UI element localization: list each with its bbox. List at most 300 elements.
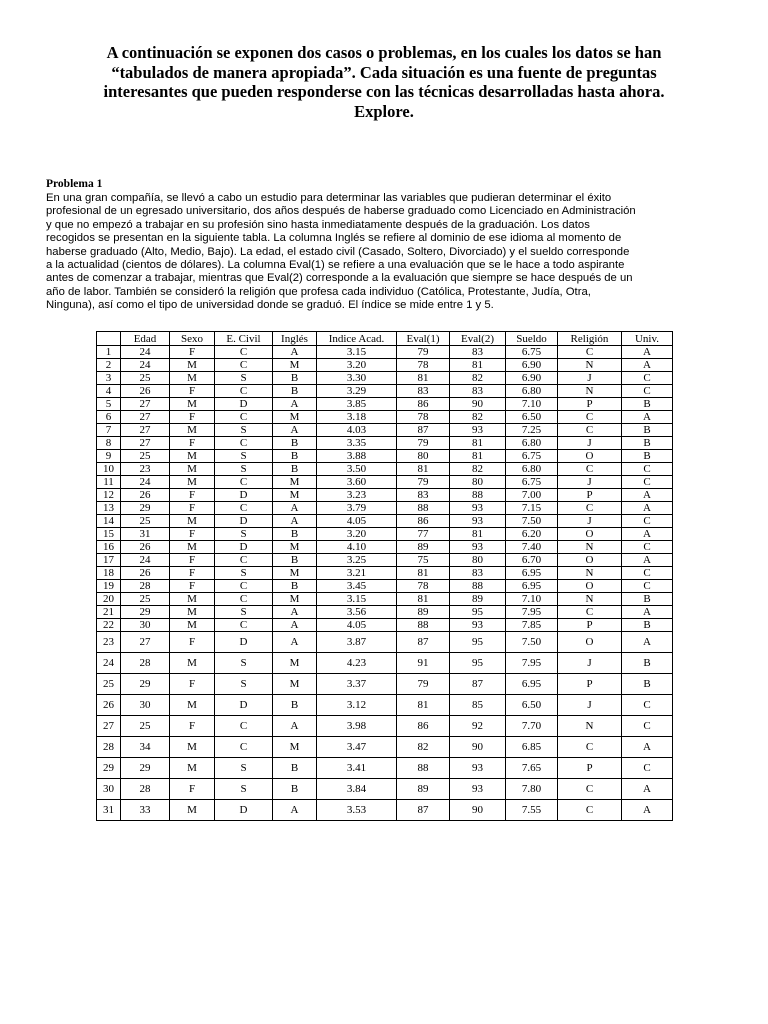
table-cell-index: 3 xyxy=(97,372,121,385)
table-cell-e-civil: S xyxy=(215,674,273,695)
table-cell-ingles: A xyxy=(273,800,317,821)
table-cell-univ: A xyxy=(622,606,673,619)
table-cell-e-civil: S xyxy=(215,424,273,437)
table-cell-religion: P xyxy=(558,674,622,695)
table-cell-eval1: 82 xyxy=(397,737,450,758)
table-cell-eval2: 93 xyxy=(450,515,506,528)
table-cell-ingles: B xyxy=(273,450,317,463)
table-cell-religion: N xyxy=(558,716,622,737)
table-row xyxy=(97,437,673,450)
table-cell-edad: 24 xyxy=(121,346,170,359)
table-cell-univ: C xyxy=(622,372,673,385)
table-cell-e-civil: S xyxy=(215,606,273,619)
table-cell-univ: C xyxy=(622,463,673,476)
data-table xyxy=(96,331,673,821)
table-cell-edad: 24 xyxy=(121,476,170,489)
table-cell-eval1: 88 xyxy=(397,758,450,779)
table-cell-sueldo: 6.20 xyxy=(506,528,558,541)
table-cell-eval1: 87 xyxy=(397,800,450,821)
table-cell-eval2: 93 xyxy=(450,758,506,779)
column-header-eval2: Eval(2) xyxy=(450,332,506,346)
table-cell-ingles: M xyxy=(273,674,317,695)
table-cell-indice-acad: 4.05 xyxy=(317,619,397,632)
table-cell-index: 7 xyxy=(97,424,121,437)
table-cell-religion: P xyxy=(558,619,622,632)
table-cell-edad: 25 xyxy=(121,372,170,385)
table-cell-sueldo: 6.80 xyxy=(506,385,558,398)
table-row xyxy=(97,411,673,424)
table-cell-univ: A xyxy=(622,502,673,515)
table-cell-eval2: 93 xyxy=(450,502,506,515)
table-cell-eval2: 88 xyxy=(450,489,506,502)
table-cell-edad: 31 xyxy=(121,528,170,541)
table-cell-eval2: 93 xyxy=(450,619,506,632)
table-row xyxy=(97,463,673,476)
table-cell-sueldo: 7.50 xyxy=(506,632,558,653)
table-cell-religion: O xyxy=(558,450,622,463)
problem-line: haberse graduado (Alto, Medio, Bajo). La edad, el estado civil (Casado, Soltero, Divorciado) y el sueldo corresponde xyxy=(46,245,630,258)
table-cell-sexo: F xyxy=(170,580,215,593)
table-cell-index: 18 xyxy=(97,567,121,580)
table-cell-sueldo: 7.40 xyxy=(506,541,558,554)
problem-line: año de labor. También se consideró la religión que profesa cada individuo (Católica, Protestante, Judía, Otra, xyxy=(46,285,591,298)
problem-line: antes de comenzar a trabajar, mientras que Eval(2) corresponde a la evaluación que siempre se hace después de un xyxy=(46,272,633,285)
table-cell-religion: N xyxy=(558,359,622,372)
table-cell-sexo: M xyxy=(170,653,215,674)
table-cell-index: 4 xyxy=(97,385,121,398)
table-cell-religion: C xyxy=(558,346,622,359)
table-cell-ingles: B xyxy=(273,528,317,541)
table-cell-religion: J xyxy=(558,372,622,385)
table-cell-indice-acad: 3.15 xyxy=(317,593,397,606)
table-cell-sueldo: 6.95 xyxy=(506,580,558,593)
table-cell-e-civil: S xyxy=(215,567,273,580)
column-header-univ: Univ. xyxy=(622,332,673,346)
table-cell-ingles: A xyxy=(273,716,317,737)
table-cell-eval1: 81 xyxy=(397,463,450,476)
table-cell-ingles: B xyxy=(273,372,317,385)
table-cell-indice-acad: 4.03 xyxy=(317,424,397,437)
table-cell-sueldo: 7.00 xyxy=(506,489,558,502)
table-cell-index: 31 xyxy=(97,800,121,821)
table-cell-indice-acad: 4.05 xyxy=(317,515,397,528)
problem-description xyxy=(46,192,722,313)
table-cell-ingles: M xyxy=(273,411,317,424)
column-header-sueldo: Sueldo xyxy=(506,332,558,346)
table-cell-religion: C xyxy=(558,411,622,424)
table-row xyxy=(97,716,673,737)
table-cell-indice-acad: 3.29 xyxy=(317,385,397,398)
table-cell-index: 30 xyxy=(97,779,121,800)
table-cell-univ: A xyxy=(622,489,673,502)
table-cell-sexo: M xyxy=(170,515,215,528)
column-header-eval1: Eval(1) xyxy=(397,332,450,346)
table-cell-e-civil: S xyxy=(215,463,273,476)
table-cell-eval1: 81 xyxy=(397,593,450,606)
table-cell-edad: 27 xyxy=(121,424,170,437)
table-cell-sueldo: 6.80 xyxy=(506,437,558,450)
table-cell-e-civil: C xyxy=(215,580,273,593)
table-cell-religion: C xyxy=(558,606,622,619)
table-cell-univ: B xyxy=(622,593,673,606)
table-cell-sueldo: 6.80 xyxy=(506,463,558,476)
table-cell-sexo: M xyxy=(170,476,215,489)
table-cell-sueldo: 6.70 xyxy=(506,554,558,567)
table-cell-indice-acad: 3.45 xyxy=(317,580,397,593)
table-cell-eval2: 82 xyxy=(450,372,506,385)
table-cell-e-civil: C xyxy=(215,476,273,489)
table-cell-index: 8 xyxy=(97,437,121,450)
table-cell-eval2: 81 xyxy=(450,437,506,450)
table-cell-sueldo: 7.80 xyxy=(506,779,558,800)
table-cell-religion: O xyxy=(558,580,622,593)
table-cell-e-civil: C xyxy=(215,346,273,359)
table-cell-eval1: 87 xyxy=(397,632,450,653)
table-cell-edad: 29 xyxy=(121,758,170,779)
table-row xyxy=(97,385,673,398)
table-cell-eval2: 89 xyxy=(450,593,506,606)
page-heading xyxy=(60,43,708,121)
table-cell-eval1: 79 xyxy=(397,476,450,489)
table-cell-sueldo: 7.55 xyxy=(506,800,558,821)
table-cell-eval2: 82 xyxy=(450,463,506,476)
table-cell-indice-acad: 3.37 xyxy=(317,674,397,695)
table-cell-eval2: 81 xyxy=(450,359,506,372)
table-cell-indice-acad: 3.50 xyxy=(317,463,397,476)
table-cell-eval1: 80 xyxy=(397,450,450,463)
table-row xyxy=(97,593,673,606)
table-cell-religion: N xyxy=(558,385,622,398)
table-cell-indice-acad: 3.60 xyxy=(317,476,397,489)
table-cell-religion: P xyxy=(558,489,622,502)
table-cell-sexo: F xyxy=(170,489,215,502)
table-cell-e-civil: C xyxy=(215,619,273,632)
table-cell-e-civil: C xyxy=(215,502,273,515)
table-cell-eval1: 81 xyxy=(397,695,450,716)
table-cell-index: 29 xyxy=(97,758,121,779)
problem-line: Ninguna), así como el tipo de universidad donde se graduó. El índice se mide entre 1 y 5. xyxy=(46,299,494,312)
table-cell-eval2: 90 xyxy=(450,737,506,758)
table-cell-eval1: 86 xyxy=(397,398,450,411)
table-cell-ingles: A xyxy=(273,632,317,653)
table-cell-eval1: 86 xyxy=(397,515,450,528)
table-cell-religion: C xyxy=(558,463,622,476)
table-cell-sueldo: 7.65 xyxy=(506,758,558,779)
table-row xyxy=(97,695,673,716)
table-cell-sueldo: 6.95 xyxy=(506,674,558,695)
table-row xyxy=(97,619,673,632)
table-cell-edad: 23 xyxy=(121,463,170,476)
table-cell-indice-acad: 3.53 xyxy=(317,800,397,821)
table-cell-sexo: F xyxy=(170,502,215,515)
table-cell-e-civil: D xyxy=(215,541,273,554)
table-cell-sexo: M xyxy=(170,424,215,437)
table-cell-indice-acad: 3.56 xyxy=(317,606,397,619)
table-cell-edad: 27 xyxy=(121,398,170,411)
table-cell-index: 28 xyxy=(97,737,121,758)
table-row xyxy=(97,398,673,411)
table-row xyxy=(97,779,673,800)
table-cell-univ: C xyxy=(622,716,673,737)
table-row xyxy=(97,515,673,528)
table-row xyxy=(97,346,673,359)
table-cell-index: 12 xyxy=(97,489,121,502)
table-cell-univ: A xyxy=(622,779,673,800)
table-cell-edad: 29 xyxy=(121,606,170,619)
column-header-ingles: Inglés xyxy=(273,332,317,346)
table-cell-edad: 28 xyxy=(121,779,170,800)
table-cell-sueldo: 6.90 xyxy=(506,359,558,372)
table-cell-religion: O xyxy=(558,528,622,541)
table-cell-indice-acad: 3.25 xyxy=(317,554,397,567)
table-cell-univ: B xyxy=(622,653,673,674)
table-cell-sueldo: 7.25 xyxy=(506,424,558,437)
table-cell-ingles: A xyxy=(273,515,317,528)
table-cell-ingles: B xyxy=(273,580,317,593)
column-header-indice-acad: Indice Acad. xyxy=(317,332,397,346)
table-cell-indice-acad: 3.20 xyxy=(317,359,397,372)
table-cell-ingles: A xyxy=(273,424,317,437)
table-cell-edad: 29 xyxy=(121,502,170,515)
table-cell-e-civil: S xyxy=(215,372,273,385)
table-cell-univ: C xyxy=(622,515,673,528)
table-cell-sexo: M xyxy=(170,541,215,554)
table-cell-e-civil: D xyxy=(215,489,273,502)
table-cell-sexo: F xyxy=(170,437,215,450)
table-cell-sueldo: 6.50 xyxy=(506,695,558,716)
table-row xyxy=(97,424,673,437)
table-cell-edad: 25 xyxy=(121,593,170,606)
table-cell-sexo: M xyxy=(170,606,215,619)
table-cell-sueldo: 6.75 xyxy=(506,346,558,359)
table-cell-ingles: B xyxy=(273,695,317,716)
table-cell-ingles: B xyxy=(273,554,317,567)
table-cell-indice-acad: 3.15 xyxy=(317,346,397,359)
table-cell-edad: 25 xyxy=(121,716,170,737)
table-cell-religion: N xyxy=(558,593,622,606)
table-cell-religion: P xyxy=(558,398,622,411)
table-cell-ingles: M xyxy=(273,359,317,372)
table-row xyxy=(97,372,673,385)
table-cell-index: 24 xyxy=(97,653,121,674)
heading-line: Explore. xyxy=(354,101,414,121)
column-header-sexo: Sexo xyxy=(170,332,215,346)
table-cell-ingles: M xyxy=(273,567,317,580)
table-cell-univ: B xyxy=(622,619,673,632)
table-cell-ingles: A xyxy=(273,502,317,515)
table-cell-sueldo: 6.50 xyxy=(506,411,558,424)
table-row xyxy=(97,528,673,541)
table-cell-eval2: 83 xyxy=(450,385,506,398)
table-cell-e-civil: S xyxy=(215,779,273,800)
table-cell-univ: B xyxy=(622,450,673,463)
table-cell-index: 11 xyxy=(97,476,121,489)
table-cell-sexo: M xyxy=(170,758,215,779)
table-cell-e-civil: S xyxy=(215,528,273,541)
table-cell-indice-acad: 4.10 xyxy=(317,541,397,554)
table-cell-index: 6 xyxy=(97,411,121,424)
table-row xyxy=(97,653,673,674)
table-cell-eval2: 90 xyxy=(450,398,506,411)
table-cell-sueldo: 6.75 xyxy=(506,450,558,463)
table-cell-ingles: M xyxy=(273,541,317,554)
table-cell-eval2: 92 xyxy=(450,716,506,737)
table-cell-index: 20 xyxy=(97,593,121,606)
table-cell-indice-acad: 3.85 xyxy=(317,398,397,411)
table-row xyxy=(97,580,673,593)
table-row xyxy=(97,606,673,619)
table-cell-sexo: M xyxy=(170,398,215,411)
table-cell-index: 1 xyxy=(97,346,121,359)
table-cell-sueldo: 7.70 xyxy=(506,716,558,737)
table-cell-eval2: 95 xyxy=(450,606,506,619)
table-cell-index: 25 xyxy=(97,674,121,695)
table-cell-ingles: B xyxy=(273,385,317,398)
table-row xyxy=(97,359,673,372)
problem-line: recogidos se presentan en la siguiente tabla. La columna Inglés se refiere al dominio de ese idioma al momento de xyxy=(46,232,622,245)
table-cell-indice-acad: 3.12 xyxy=(317,695,397,716)
table-row xyxy=(97,489,673,502)
table-cell-index: 23 xyxy=(97,632,121,653)
table-cell-ingles: B xyxy=(273,437,317,450)
table-cell-indice-acad: 3.23 xyxy=(317,489,397,502)
table-cell-index: 13 xyxy=(97,502,121,515)
table-cell-eval1: 81 xyxy=(397,567,450,580)
table-cell-eval1: 77 xyxy=(397,528,450,541)
table-cell-sueldo: 7.95 xyxy=(506,653,558,674)
table-cell-edad: 26 xyxy=(121,385,170,398)
table-cell-sexo: M xyxy=(170,463,215,476)
table-cell-eval1: 79 xyxy=(397,346,450,359)
table-cell-e-civil: D xyxy=(215,695,273,716)
table-cell-univ: A xyxy=(622,528,673,541)
table-cell-eval2: 81 xyxy=(450,528,506,541)
table-cell-univ: C xyxy=(622,476,673,489)
table-cell-religion: P xyxy=(558,758,622,779)
table-cell-edad: 28 xyxy=(121,580,170,593)
table-cell-index: 21 xyxy=(97,606,121,619)
table-cell-indice-acad: 3.41 xyxy=(317,758,397,779)
table-cell-indice-acad: 3.35 xyxy=(317,437,397,450)
table-cell-religion: J xyxy=(558,695,622,716)
table-cell-religion: J xyxy=(558,653,622,674)
table-cell-index: 22 xyxy=(97,619,121,632)
table-cell-univ: C xyxy=(622,541,673,554)
table-cell-edad: 25 xyxy=(121,450,170,463)
problem-line: profesional de un egresado universitario, dos años después de haberse graduado como Licenciado en Administración xyxy=(46,205,636,218)
column-header-e-civil: E. Civil xyxy=(215,332,273,346)
table-row xyxy=(97,758,673,779)
table-cell-eval2: 95 xyxy=(450,653,506,674)
table-cell-eval1: 83 xyxy=(397,489,450,502)
table-cell-sexo: F xyxy=(170,528,215,541)
table-cell-eval1: 83 xyxy=(397,385,450,398)
table-cell-eval2: 87 xyxy=(450,674,506,695)
table-cell-sueldo: 7.85 xyxy=(506,619,558,632)
table-row xyxy=(97,541,673,554)
table-cell-index: 14 xyxy=(97,515,121,528)
table-cell-eval1: 78 xyxy=(397,580,450,593)
table-cell-univ: A xyxy=(622,554,673,567)
table-cell-univ: B xyxy=(622,674,673,695)
table-cell-indice-acad: 3.47 xyxy=(317,737,397,758)
table-cell-eval1: 75 xyxy=(397,554,450,567)
table-cell-eval2: 93 xyxy=(450,424,506,437)
table-cell-edad: 26 xyxy=(121,541,170,554)
table-cell-religion: J xyxy=(558,476,622,489)
table-body xyxy=(97,346,673,821)
table-cell-eval2: 80 xyxy=(450,476,506,489)
table-cell-univ: B xyxy=(622,424,673,437)
table-cell-e-civil: D xyxy=(215,398,273,411)
table-cell-edad: 28 xyxy=(121,653,170,674)
table-cell-eval1: 87 xyxy=(397,424,450,437)
table-cell-ingles: B xyxy=(273,779,317,800)
table-header-row xyxy=(97,332,673,346)
table-cell-edad: 30 xyxy=(121,695,170,716)
table-cell-edad: 33 xyxy=(121,800,170,821)
table-cell-index: 5 xyxy=(97,398,121,411)
table-cell-univ: C xyxy=(622,385,673,398)
table-cell-sexo: M xyxy=(170,450,215,463)
table-cell-index: 27 xyxy=(97,716,121,737)
table-cell-index: 17 xyxy=(97,554,121,567)
table-cell-ingles: A xyxy=(273,398,317,411)
table-cell-eval2: 83 xyxy=(450,346,506,359)
column-header-edad: Edad xyxy=(121,332,170,346)
table-cell-ingles: B xyxy=(273,463,317,476)
table-cell-sueldo: 7.50 xyxy=(506,515,558,528)
table-cell-religion: N xyxy=(558,541,622,554)
table-cell-univ: C xyxy=(622,758,673,779)
table-cell-univ: A xyxy=(622,632,673,653)
table-cell-univ: B xyxy=(622,398,673,411)
table-row xyxy=(97,554,673,567)
table-cell-sueldo: 6.90 xyxy=(506,372,558,385)
table-cell-e-civil: C xyxy=(215,385,273,398)
table-cell-sueldo: 6.85 xyxy=(506,737,558,758)
table-cell-eval1: 81 xyxy=(397,372,450,385)
table-cell-indice-acad: 3.79 xyxy=(317,502,397,515)
table-cell-univ: A xyxy=(622,411,673,424)
table-cell-ingles: M xyxy=(273,653,317,674)
table-cell-index: 9 xyxy=(97,450,121,463)
table-cell-eval2: 93 xyxy=(450,541,506,554)
table-cell-edad: 25 xyxy=(121,515,170,528)
table-cell-eval1: 79 xyxy=(397,437,450,450)
table-cell-univ: A xyxy=(622,359,673,372)
table-cell-ingles: B xyxy=(273,758,317,779)
problem-line: En una gran compañía, se llevó a cabo un estudio para determinar las variables que pudieran determinar el éxito xyxy=(46,192,612,204)
problem-line: y que no empezó a trabajar en su profesión sino hasta inmediatamente después de la graduación. Los datos xyxy=(46,218,590,231)
table-cell-edad: 29 xyxy=(121,674,170,695)
table-cell-e-civil: C xyxy=(215,437,273,450)
table-row xyxy=(97,450,673,463)
table-row xyxy=(97,476,673,489)
table-cell-eval2: 93 xyxy=(450,779,506,800)
table-cell-sexo: F xyxy=(170,716,215,737)
table-cell-religion: C xyxy=(558,424,622,437)
table-cell-edad: 27 xyxy=(121,411,170,424)
table-cell-sexo: F xyxy=(170,346,215,359)
table-cell-sexo: F xyxy=(170,779,215,800)
table-cell-eval1: 91 xyxy=(397,653,450,674)
table-cell-eval1: 88 xyxy=(397,502,450,515)
table-cell-religion: C xyxy=(558,800,622,821)
table-cell-religion: O xyxy=(558,554,622,567)
table-cell-index: 10 xyxy=(97,463,121,476)
table-cell-e-civil: C xyxy=(215,554,273,567)
